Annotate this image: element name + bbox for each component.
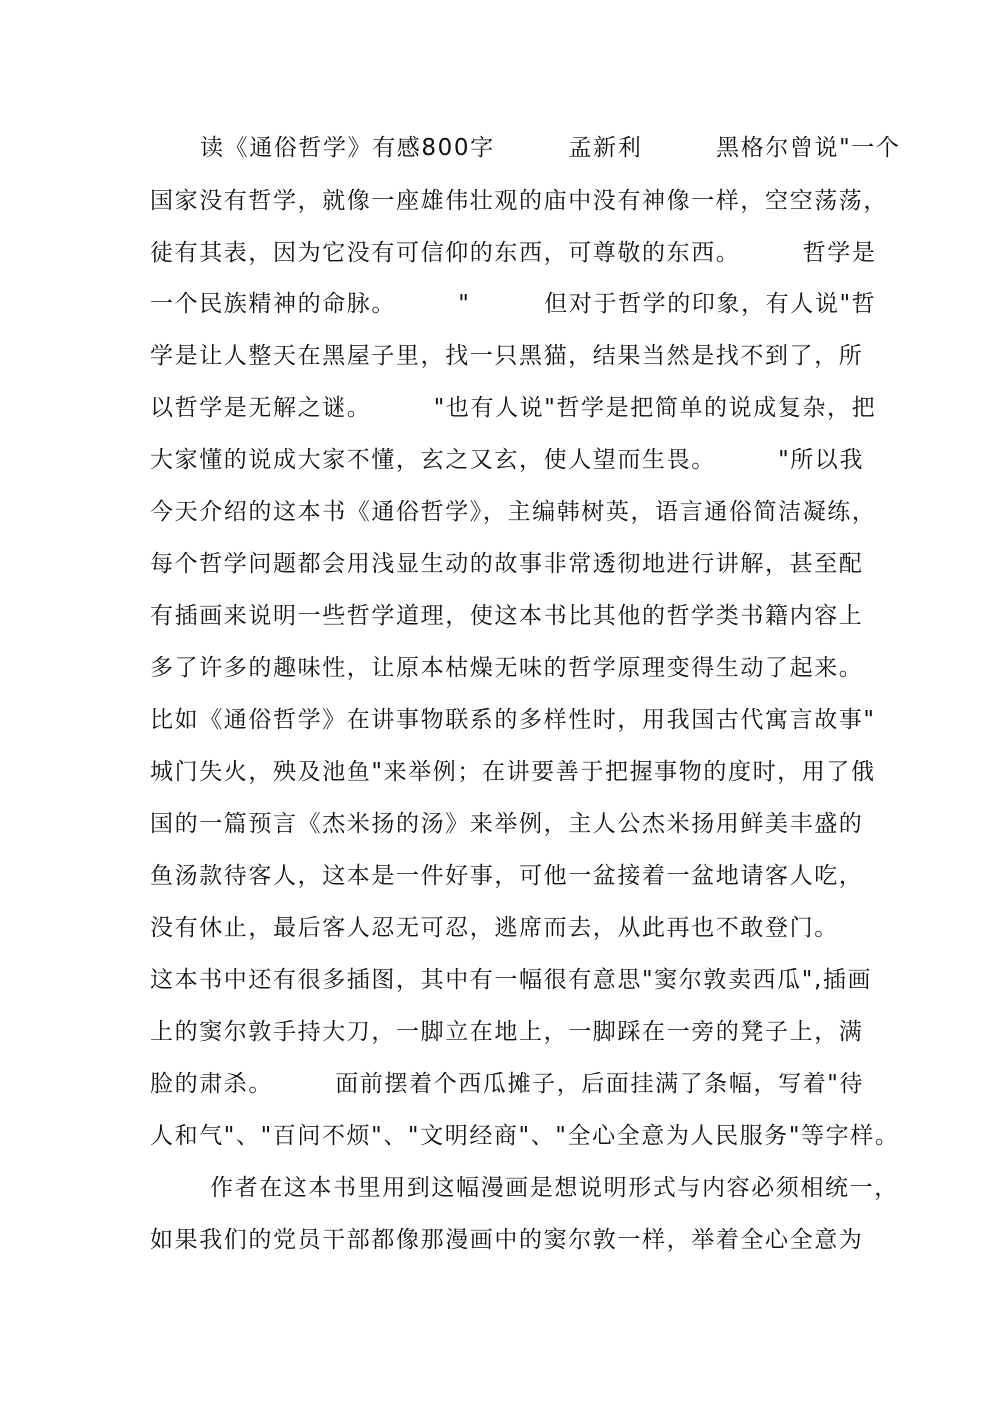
text-line: 多了许多的趣味性，让原本枯燥无味的哲学原理变得生动了起来。 — [150, 655, 864, 681]
text-line: 鱼汤款待客人，这本是一件好事，可他一盆接着一盆地请客人吃， — [150, 863, 864, 889]
text-line: 比如《通俗哲学》在讲事物联系的多样性时，用我国古代寓言故事" — [150, 707, 876, 733]
text-line: 没有休止，最后客人忍无可忍，逃席而去，从此再也不敢登门。 — [150, 915, 839, 941]
text-line: 作者在这本书里用到这幅漫画是想说明形式与内容必须相统一， — [210, 1175, 899, 1201]
text-line: 有插画来说明一些哲学道理，使这本书比其他的哲学类书籍内容上 — [150, 603, 864, 629]
text-line: 学是让人整天在黑屋子里，找一只黑猫，结果当然是找不到了，所 — [150, 343, 864, 369]
text-line: 今天介绍的这本书《通俗哲学》，主编韩树英，语言通俗简洁凝练， — [150, 499, 877, 525]
text-line: 城门失火，殃及池鱼"来举例；在讲要善于把握事物的度时，用了俄 — [150, 759, 876, 785]
text-line: 这本书中还有很多插图，其中有一幅很有意思"窦尔敦卖西瓜",插画 — [150, 967, 873, 993]
text-line: 脸的肃杀。 面前摆着个西瓜摊子，后面挂满了条幅，写着"待 — [150, 1071, 865, 1097]
text-line: 如果我们的党员干部都像那漫画中的窦尔敦一样，举着全心全意为 — [150, 1227, 864, 1253]
text-line: 徒有其表，因为它没有可信仰的东西，可尊敬的东西。 哲学是 — [150, 240, 877, 266]
text-line: 以哲学是无解之谜。 "也有人说"哲学是把简单的说成复杂，把 — [150, 395, 877, 421]
text-line: 一个民族精神的命脉。 " 但对于哲学的印象，有人说"哲 — [150, 291, 877, 317]
text-line: 国的一篇预言《杰米扬的汤》来举例，主人公杰米扬用鲜美丰盛的 — [150, 811, 864, 837]
text-line: 人和气"、"百问不烦"、"文明经商"、"全心全意为人民服务"等字样。 — [150, 1123, 900, 1149]
text-line: 国家没有哲学，就像一座雄伟壮观的庙中没有神像一样，空空荡荡， — [150, 188, 888, 214]
text-line: 上的窦尔敦手持大刀，一脚立在地上，一脚踩在一旁的凳子上，满 — [150, 1019, 864, 1045]
text-line: 大家懂的说成大家不懂，玄之又玄，使人望而生畏。 "所以我 — [150, 447, 865, 473]
text-line: 每个哲学问题都会用浅显生动的故事非常透彻地进行讲解，甚至配 — [150, 551, 864, 577]
text-line: 读《通俗哲学》有感800字 孟新利 黑格尔曾说"一个 — [200, 135, 901, 161]
